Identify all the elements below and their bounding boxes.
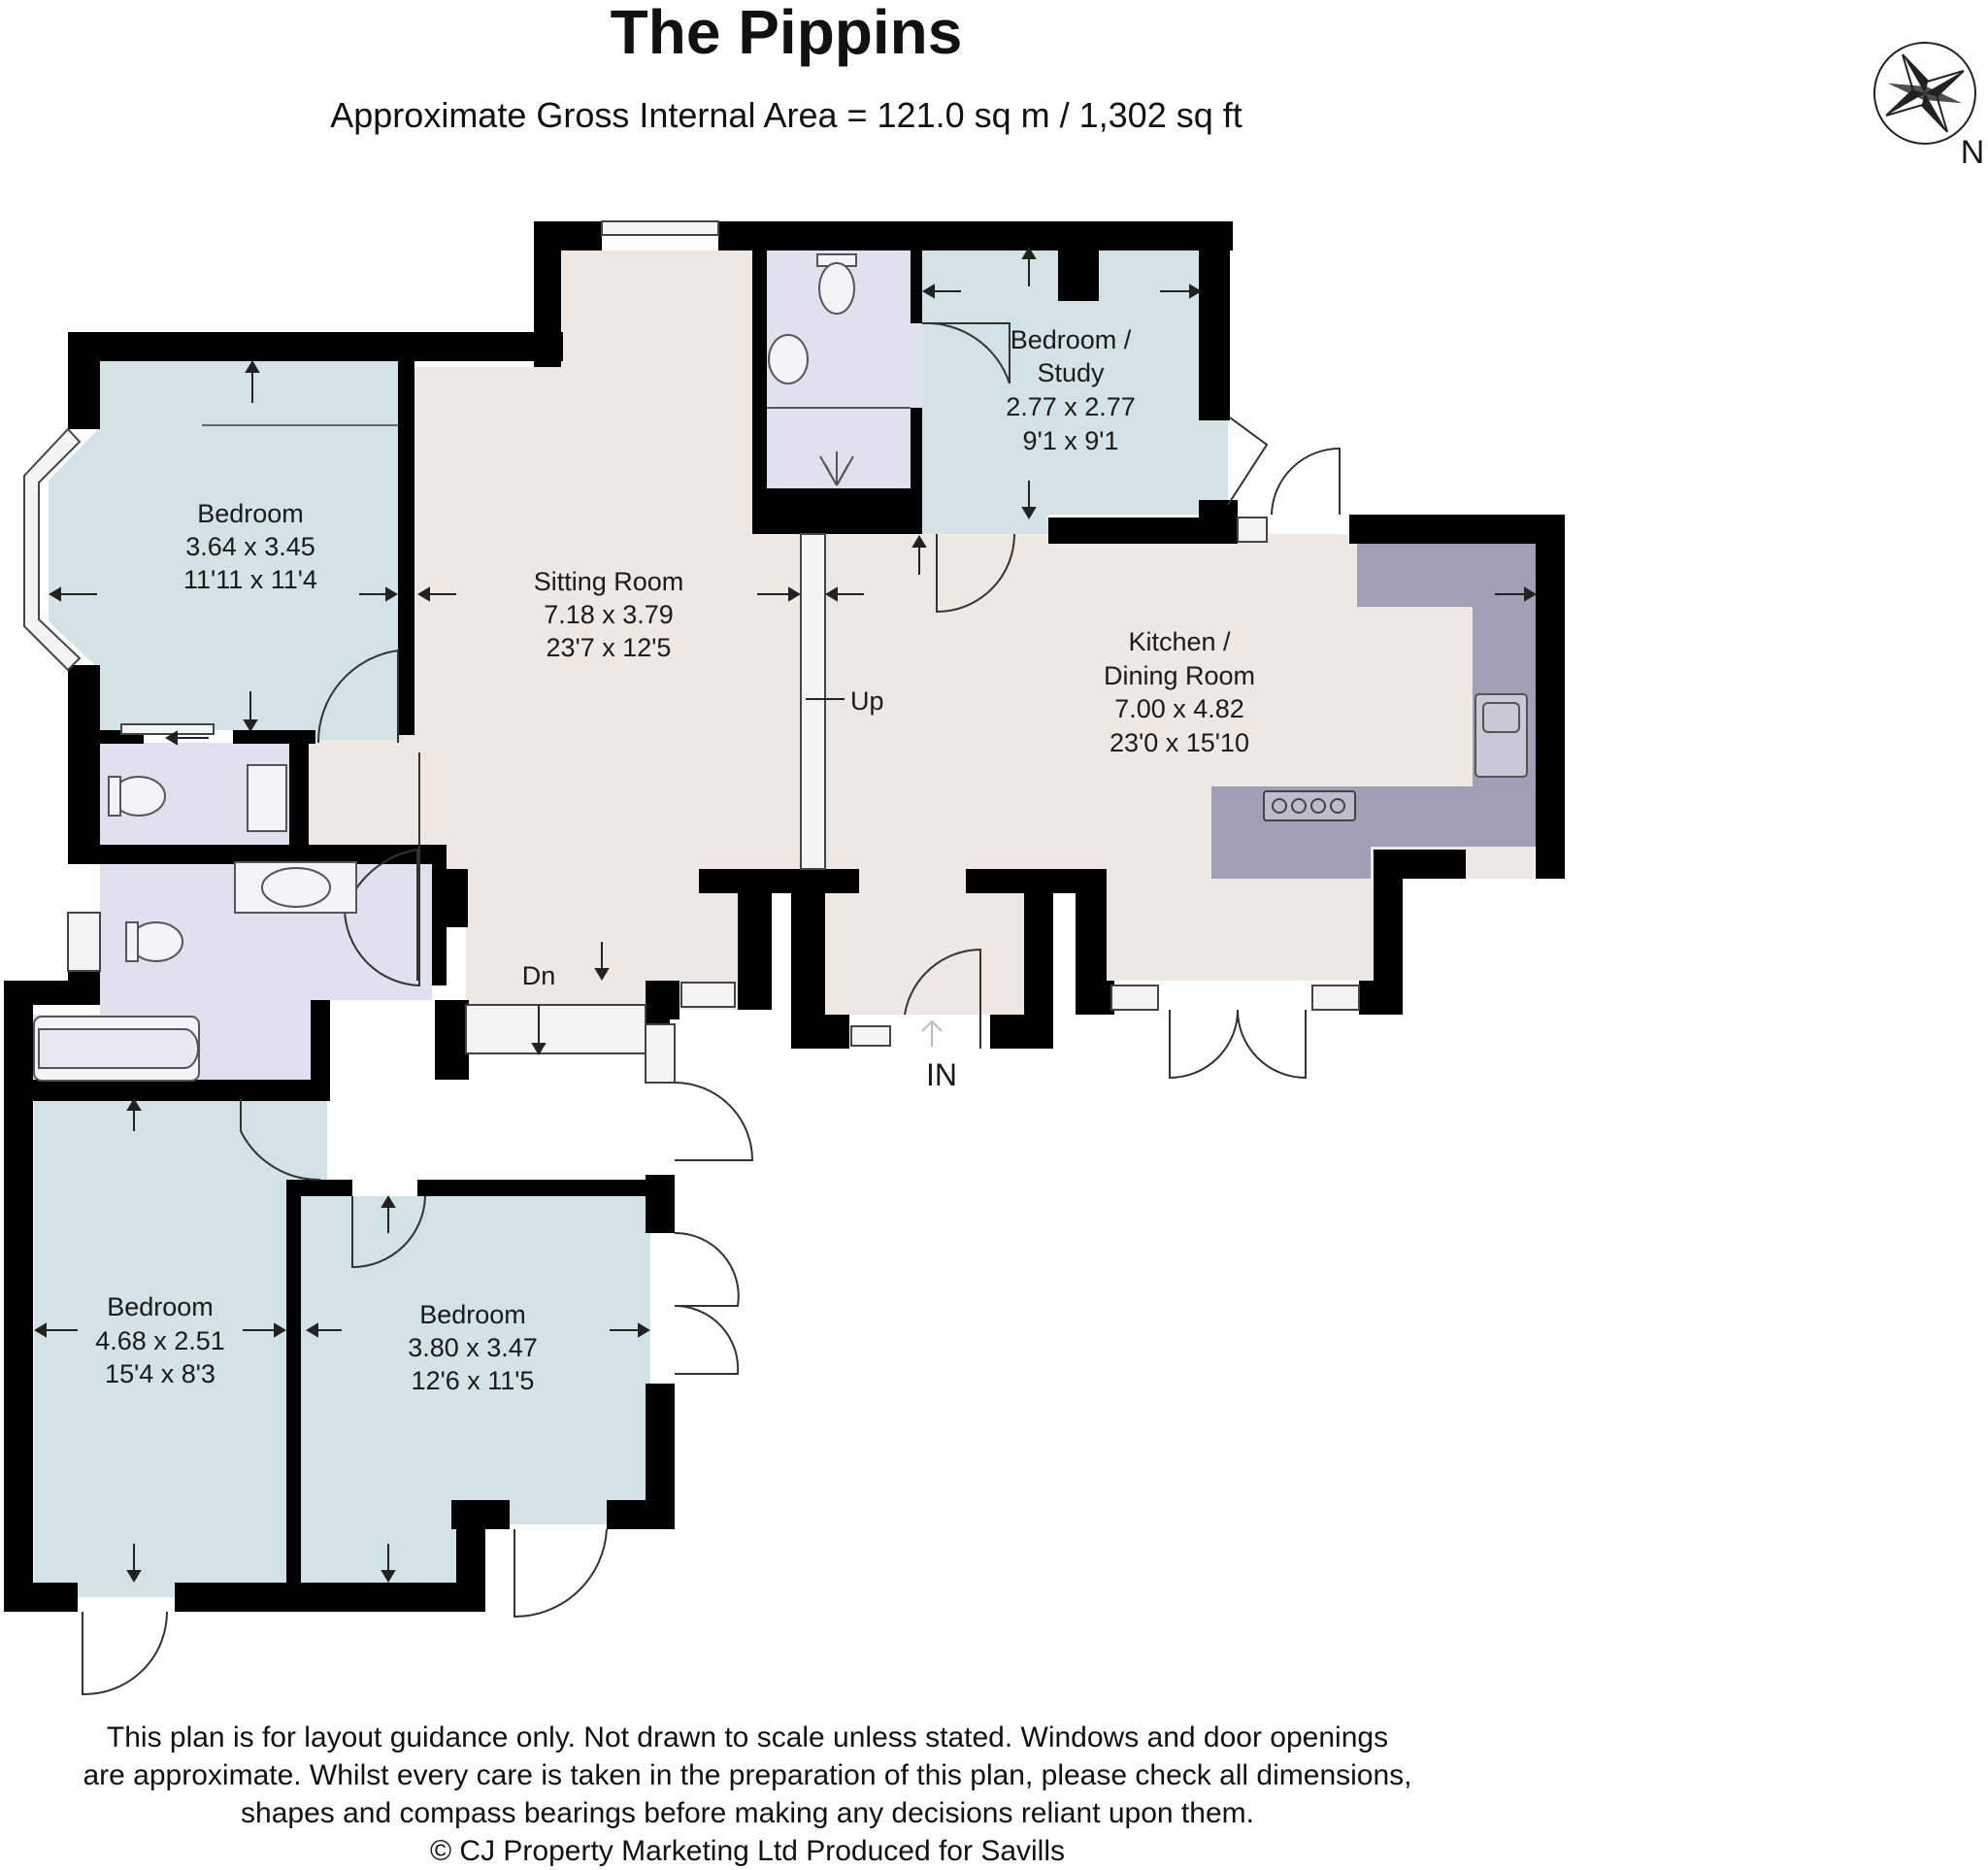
wall (911, 250, 922, 323)
bedroom-3-metric: 3.80 x 3.47 (408, 1333, 538, 1362)
wall (286, 1180, 352, 1196)
door (1238, 1010, 1306, 1078)
wall (68, 665, 100, 859)
basin-icon (248, 765, 286, 831)
door (1272, 449, 1340, 515)
study-metric: 2.77 x 2.77 (1006, 392, 1136, 421)
sitting-room-imperial: 23'7 x 12'5 (546, 633, 672, 662)
kitchen-name-line2: Dining Room (1103, 661, 1256, 690)
sitting-room-name: Sitting Room (533, 567, 684, 596)
door (514, 1529, 607, 1617)
wall (966, 869, 1107, 893)
window (851, 1026, 890, 1046)
disclaimer-line: This plan is for layout guidance only. Not drawn to scale unless stated. Windows and door openings (106, 1721, 1389, 1753)
stairs-down-label: Dn (521, 961, 556, 990)
entrance-label: IN (926, 1057, 957, 1092)
room-floors (29, 250, 1534, 1597)
wall (1536, 515, 1565, 879)
wall (4, 981, 33, 1612)
window (646, 1024, 675, 1083)
kitchen-name-line1: Kitchen / (1128, 627, 1231, 656)
compass-north-label: N (1960, 134, 1985, 171)
wall (738, 893, 772, 1010)
door (1170, 1010, 1238, 1078)
wall (311, 1000, 330, 1097)
study-name-line1: Bedroom / (1010, 325, 1132, 354)
wall (435, 1000, 469, 1080)
wall (1024, 893, 1053, 1015)
window (1111, 985, 1158, 1010)
wall (534, 221, 602, 250)
stair-rail (801, 534, 825, 869)
basin-icon (769, 335, 808, 384)
door (675, 1306, 738, 1374)
bedroom-1-metric: 3.64 x 3.45 (185, 532, 315, 561)
door (675, 1083, 752, 1160)
window (466, 1005, 646, 1053)
wall (456, 1500, 485, 1612)
bedroom-2-name: Bedroom (107, 1292, 214, 1321)
window (121, 724, 214, 734)
bedroom-3-imperial: 12'6 x 11'5 (411, 1366, 535, 1395)
wall (432, 845, 447, 985)
wall (646, 1175, 675, 1233)
wall (68, 332, 563, 361)
study-imperial: 9'1 x 9'1 (1022, 426, 1119, 455)
wall (990, 1015, 1053, 1049)
wall (1058, 250, 1099, 301)
wall (752, 488, 922, 534)
window (681, 983, 735, 1007)
wall (29, 1080, 330, 1101)
wall (1199, 250, 1230, 420)
wall (1199, 500, 1238, 544)
wall (175, 1583, 485, 1612)
stairs-up-label: Up (850, 686, 884, 716)
bedroom-2-metric: 4.68 x 2.51 (95, 1326, 225, 1355)
wall (1048, 518, 1199, 544)
wall (286, 1180, 301, 1583)
disclaimer-line: are approximate. Whilst every care is taken in the preparation of this plan, please check all dimensions, (83, 1759, 1412, 1791)
wall (1374, 850, 1466, 879)
copyright-line: © CJ Property Marketing Ltd Produced for Savills (429, 1835, 1066, 1867)
wall (791, 1015, 849, 1049)
wall (699, 869, 859, 893)
wall (68, 332, 100, 429)
door (1228, 417, 1267, 505)
bedroom-1-imperial: 11'11 x 11'4 (183, 565, 317, 594)
sitting-room-metric: 7.18 x 3.79 (544, 600, 674, 629)
bedroom-3-name: Bedroom (419, 1300, 526, 1329)
wall (4, 1583, 78, 1612)
door (675, 1233, 739, 1306)
wall (1349, 515, 1563, 544)
window (68, 913, 100, 971)
disclaimer-line: shapes and compass bearings before making any decisions reliant upon them. (241, 1797, 1254, 1829)
wall (718, 221, 1233, 250)
disclaimer (0, 1719, 1495, 1870)
wall (1076, 981, 1114, 1015)
wall (289, 730, 309, 845)
kitchen-metric: 7.00 x 4.82 (1114, 694, 1244, 723)
wall (607, 1500, 675, 1529)
plan-title: The Pippins (610, 0, 963, 67)
area-subtitle: Approximate Gross Internal Area = 121.0 sq m / 1,302 sq ft (330, 95, 1242, 135)
wall (911, 408, 922, 515)
wall (447, 869, 468, 927)
toilet-icon (819, 263, 854, 314)
window (1238, 518, 1267, 542)
entrance-arrow-icon (922, 1021, 942, 1047)
window (1312, 985, 1359, 1010)
wall (791, 893, 825, 1015)
hob-icon (1264, 791, 1355, 820)
study-name-line2: Study (1037, 358, 1105, 387)
window (602, 221, 718, 235)
wall (417, 1180, 675, 1196)
door (83, 1612, 167, 1694)
wall (398, 361, 414, 735)
kitchen-imperial: 23'0 x 15'10 (1110, 728, 1249, 757)
bedroom-1-name: Bedroom (197, 499, 304, 528)
bedroom-2-imperial: 15'4 x 8'3 (105, 1359, 215, 1388)
